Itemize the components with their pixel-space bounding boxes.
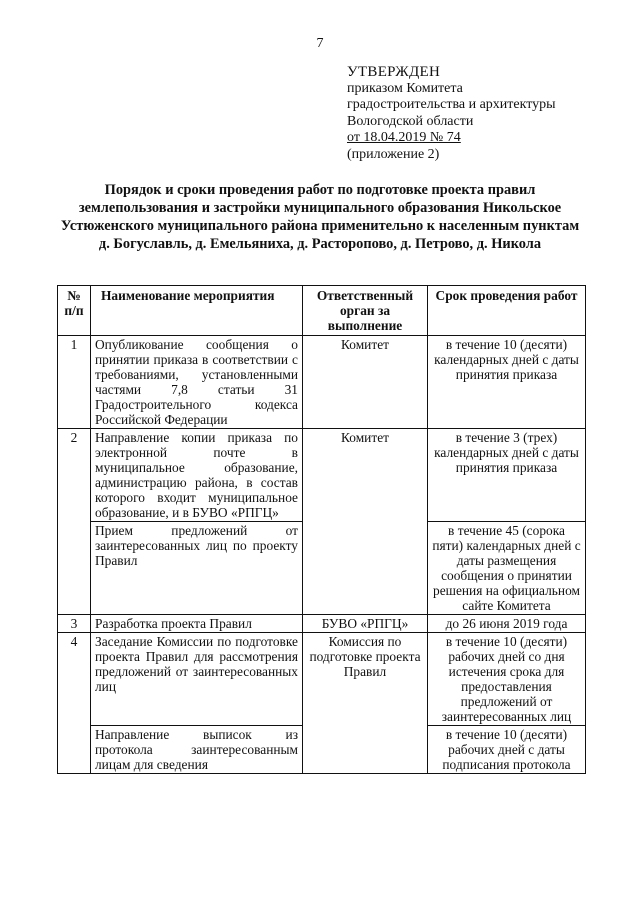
approval-stamp	[347, 64, 627, 163]
table-header-row	[58, 286, 586, 336]
row-responsible: Комитет	[303, 429, 428, 615]
approval-line: Вологодской области	[347, 113, 474, 129]
table-row	[58, 336, 586, 429]
row-activity: Заседание Комиссии по подготовке проекта Правил для рассмотрения предложений от заинтересованных лиц	[91, 633, 303, 726]
table-row	[58, 633, 586, 726]
row-activity: Направление копии приказа по электронной почте в муниципальное образование, администрацию района, в состав которого входит муниципальное образование, и в БУВО «РПГЦ»	[91, 429, 303, 522]
events-table	[57, 285, 586, 774]
row-deadline: в течение 10 (десяти) рабочих дней со дня истечения срока для предоставления предложений от заинтересованных лиц	[428, 633, 586, 726]
approval-line: градостроительства и архитектуры	[347, 97, 556, 112]
row-responsible: Комитет	[303, 336, 428, 429]
row-deadline: в течение 3 (трех) календарных дней с даты принятия приказа	[428, 429, 586, 522]
header-name: Наименование мероприятия	[91, 286, 303, 336]
row-responsible: Комиссия по подготовке проекта Правил	[303, 633, 428, 774]
header-term: Срок проведения работ	[428, 286, 586, 336]
approval-title: УТВЕРЖДЕН	[347, 64, 441, 80]
header-num: № п/п	[58, 286, 91, 336]
table-row	[58, 429, 586, 522]
row-number: 1	[58, 336, 91, 429]
header-org: Ответственный орган за выполнение	[303, 286, 428, 336]
page-number: 7	[316, 36, 324, 51]
row-responsible: БУВО «РПГЦ»	[303, 615, 428, 633]
approval-order-date: от 18.04.2019 № 74	[347, 130, 461, 145]
row-activity: Опубликование сообщения о принятии приказа в соответствии с требованиями, установленными частями 7,8 статьи 31 Градостроительного кодекса Российской Федерации	[91, 336, 303, 429]
row-number: 3	[58, 615, 91, 633]
row-activity: Разработка проекта Правил	[91, 615, 303, 633]
approval-appendix: (приложение 2)	[347, 146, 440, 162]
document-heading: Порядок и сроки проведения работ по подготовке проекта правил землепользования и застройки муниципального образования Никольское Устюженского муниципального района применительно к населенным пунктам д. Богуславль, д. Емельяниха, д. Расторопово, д. Петрово, д. Никола	[60, 182, 580, 252]
approval-line: приказом Комитета	[347, 80, 463, 96]
row-deadline: в течение 45 (сорока пяти) календарных дней с даты размещения сообщения о принятии решения на официальном сайте Комитета	[428, 522, 586, 615]
row-number: 4	[58, 633, 91, 774]
row-number: 2	[58, 429, 91, 615]
row-deadline: в течение 10 (десяти) рабочих дней с даты подписания протокола	[428, 726, 586, 774]
table-row	[58, 615, 586, 633]
row-activity: Прием предложений от заинтересованных лиц по проекту Правил	[91, 522, 303, 615]
row-deadline: до 26 июня 2019 года	[428, 615, 586, 633]
row-activity: Направление выписок из протокола заинтересованным лицам для сведения	[91, 726, 303, 774]
row-deadline: в течение 10 (десяти) календарных дней с даты принятия приказа	[428, 336, 586, 429]
